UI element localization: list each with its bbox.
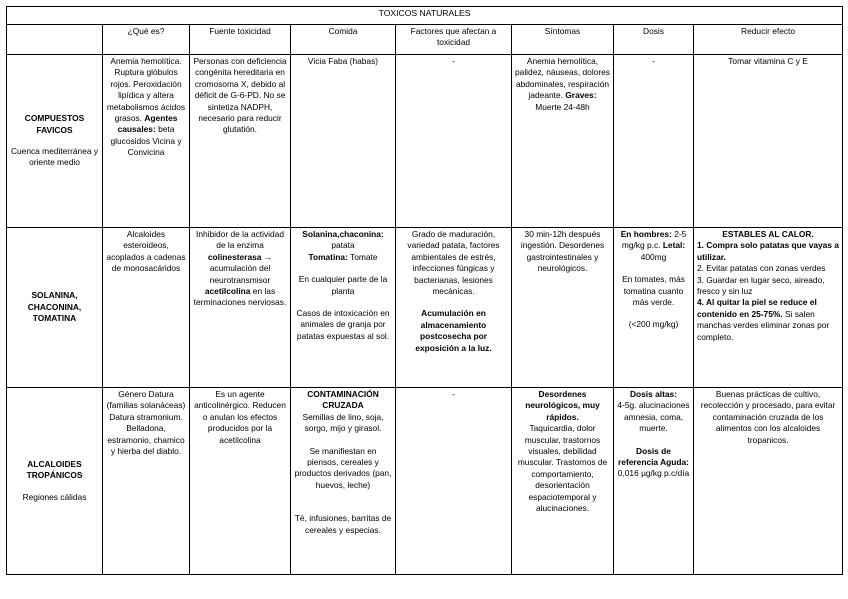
cell-dosis: Dosis altas: 4-5g. alucinaciones amnesia, coma, muerte. Dosis de referencia Aguda: 0,016 µg/kg p.c/día — [614, 388, 694, 575]
cell-dosis: - — [614, 55, 694, 228]
cell-factores: - — [396, 388, 512, 575]
cell-sintomas: Anemia hemolítica, palidez, náuseas, dolores abdominales, respiración jadeante. Graves: Muerte 24-48h — [512, 55, 614, 228]
header-empty — [7, 25, 103, 55]
cell-sintomas: 30 min-12h después ingestión. Desordenes gastrointestinales y neurológicos. — [512, 228, 614, 388]
table-row — [7, 55, 843, 228]
cell-fuente: Personas con deficiencia congénita hereditaria en cromosoma X, debido al déficit de G-6-PD. No se sintetiza NADPH, necesario para reducir glutatión. — [190, 55, 291, 228]
header-fuente: Fuente toxicidad — [190, 25, 291, 55]
cell-factores: Grado de maduración, variedad patata, factores ambientales de estrés, infecciones fúngicas y bacterianas, lesiones mecánicas. Acumulación en almacenamiento postcosecha por exposición a la luz. — [396, 228, 512, 388]
table-row — [7, 388, 843, 575]
cell-factores: - — [396, 55, 512, 228]
header-reducir: Reducir efecto — [694, 25, 843, 55]
cell-que-es: Anemia hemolítica. Ruptura glóbulos rojos. Peroxidación lipídica y altera metabolismos ácidos grasos. Agentes causales: beta glucosidos Vicina y Convicina — [103, 55, 190, 228]
header-factores: Factores que afectan a toxicidad — [396, 25, 512, 55]
header-que-es: ¿Qué es? — [103, 25, 190, 55]
cell-que-es: Alcaloides esteroideos, acoplados a cadenas de monosacáridos — [103, 228, 190, 388]
table-title: TOXICOS NATURALES — [7, 7, 843, 25]
row-name: SOLANINA, CHACONINA, TOMATINA — [27, 290, 82, 324]
cell-comida: CONTAMINACIÓN CRUZADA Semillas de lino, soja, sorgo, mijo y girasol. Se manifiestan en piensos, cereales y productos derivados (pan, huevos, leche) Té, infusiones, barritas de cereales y especias. — [291, 388, 396, 575]
row-name: COMPUESTOS FAVICOS — [24, 113, 85, 135]
row-region: Regiones cálidas — [22, 491, 87, 502]
cell-fuente: Inhibidor de la actividad de la enzima colinesterasa → acumulación del neurotransmisor acetilcolina en las terminaciones nerviosas. — [190, 228, 291, 388]
row-label — [7, 388, 103, 575]
row-name: ALCALOIDES TROPÁNICOS — [26, 458, 83, 481]
header-comida: Comida — [291, 25, 396, 55]
cell-reducir: Buenas prácticas de cultivo, recolección y procesado, para evitar contaminación cruzada de los alimentos con los alcaloides tropanicos. — [694, 388, 843, 575]
cell-que-es: Género Datura (familias solanáceas) Datura stramonium. Belladona, estramonio, chamico y hierba del diablo. — [103, 388, 190, 575]
row-label — [7, 55, 103, 228]
row-region: Cuenca mediterránea y oriente medio — [10, 146, 99, 168]
table-row — [7, 228, 843, 388]
cell-reducir: ESTABLES AL CALOR. 1. Compra solo patatas que vayas a utilizar. 2. Evitar patatas con zonas verdes 3. Guardar en lugar seco, aireado, fresco y sin luz 4. Al quitar la piel se reduce el contenido en 25-75%. Si salen manchas verdes eliminar zonas por completo. — [694, 228, 843, 388]
cell-fuente: Es un agente anticolinérgico. Reducen o anulan los efectos producidos por la acetilcolina — [190, 388, 291, 575]
cell-dosis: En hombres: 2-5 mg/kg p.c. Letal: 400mg En tomates, más tomatina cuanto más verde. (<200 mg/kg) — [614, 228, 694, 388]
header-sintomas: Síntomas — [512, 25, 614, 55]
cell-reducir: Tomar vitamina C y E — [694, 55, 843, 228]
header-dosis: Dosis — [614, 25, 694, 55]
row-label — [7, 228, 103, 388]
cell-comida: Vicia Faba (habas) — [291, 55, 396, 228]
cell-comida: Solanina,chaconina: patata Tomatina: Tomate En cualquier parte de la planta Casos de intoxicación en animales de granja por patatas expuestas al sol. — [291, 228, 396, 388]
cell-sintomas: Desordenes neurológicos, muy rápidos. Taquicardia, dolor muscular, trastornos visuales, debilidad muscular. Trastornos de comportamiento, desorientación espaciotemporal y alucinaciones. — [512, 388, 614, 575]
toxicos-table — [6, 6, 843, 575]
